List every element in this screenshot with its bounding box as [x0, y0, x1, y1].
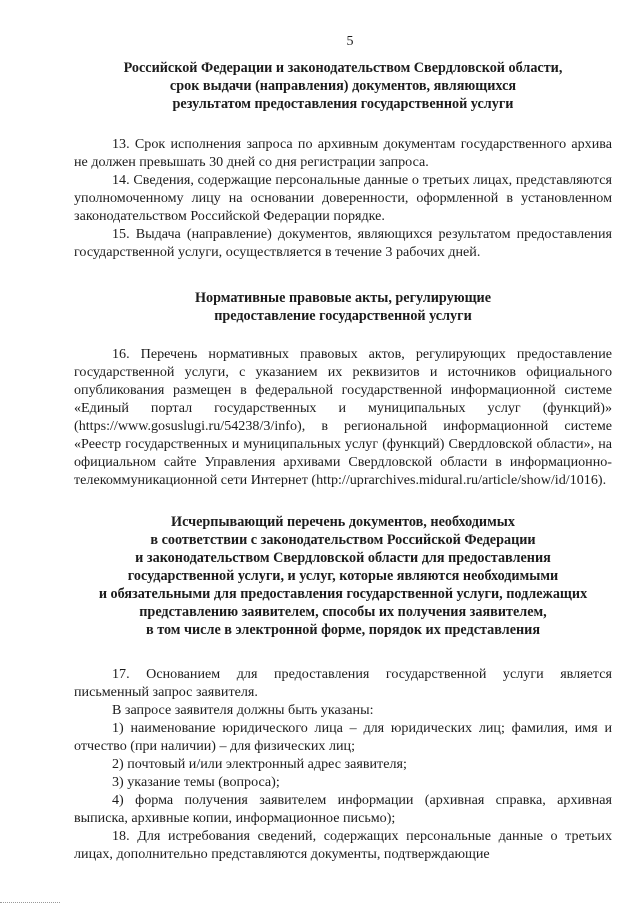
paragraph-13: 13. Срок исполнения запроса по архивным документам государственного архива не должен превышать 30 дней со дня регистрации запроса. [74, 136, 612, 170]
request-requirements-intro: В запросе заявителя должны быть указаны: [112, 702, 374, 718]
list-item-4: 4) форма получения заявителем информации (архивная справка, архивная выписка, архивные копии, информационное письмо); [74, 792, 612, 826]
paragraph-16: 16. Перечень нормативных правовых актов, регулирующих предоставление государственной услуги, с указанием их реквизитов и источников официального опубликования размещен в федеральной государственной информационной системе «Единый портал государственных и муниципальных услуг (функций)» (https://www.gosuslugi.ru/54238/3/info), в региональной информационной системе «Реестр государственных и муниципальных услуг (функций) Свердловской области», на официальном сайте Управления архивами Свердловской области в информационно-телекоммуникационной сети Интернет (http://uprarchives.midural.ru/article/show/id/1016). [74, 346, 612, 488]
section-heading-deadlines [74, 59, 612, 113]
list-item-1: 1) наименование юридического лица – для юридических лиц; фамилия, имя и отчество (при наличии) – для физических лиц; [74, 720, 612, 754]
heading-line: и обязательными для предоставления государственной услуги, подлежащих [98, 586, 588, 602]
scan-edge-mark [0, 902, 60, 903]
heading-line: срок выдачи (направления) документов, являющихся [169, 78, 517, 94]
paragraph-15: 15. Выдача (направление) документов, являющихся результатом предоставления государственной услуги, осуществляется в течение 3 рабочих дней. [74, 226, 612, 260]
heading-line: Нормативные правовые акты, регулирующие [194, 290, 492, 306]
heading-line: результатом предоставления государственной услуги [172, 96, 514, 112]
section-heading-legal-acts [74, 289, 612, 325]
paragraph-17: 17. Основанием для предоставления государственной услуги является письменный запрос заявителя. [74, 666, 612, 700]
heading-line: в соответствии с законодательством Российской Федерации [150, 532, 536, 548]
page-number: 5 [346, 34, 354, 49]
list-item-3: 3) указание темы (вопроса); [112, 774, 280, 790]
heading-line: и законодательством Свердловской области для предоставления [135, 550, 551, 566]
heading-line: представлению заявителем, способы их получения заявителем, [139, 604, 547, 620]
paragraph-18: 18. Для истребования сведений, содержащих персональные данные о третьих лицах, дополнительно представляются документы, подтверждающие [74, 828, 612, 862]
heading-line: в том числе в электронной форме, порядок их представления [145, 622, 541, 638]
paragraph-14: 14. Сведения, содержащие персональные данные о третьих лицах, представляются уполномоченному лицу на основании доверенности, оформленной в установленном законодательством Российской Федерации порядке. [74, 172, 612, 224]
heading-line: предоставление государственной услуги [214, 308, 472, 324]
heading-line: государственной услуги, и услуг, которые являются необходимыми [127, 568, 559, 584]
section-heading-documents-list [74, 513, 612, 639]
list-item-2: 2) почтовый и/или электронный адрес заявителя; [112, 756, 407, 772]
heading-line: Российской Федерации и законодательством Свердловской области, [123, 60, 563, 76]
heading-line: Исчерпывающий перечень документов, необходимых [171, 514, 515, 530]
